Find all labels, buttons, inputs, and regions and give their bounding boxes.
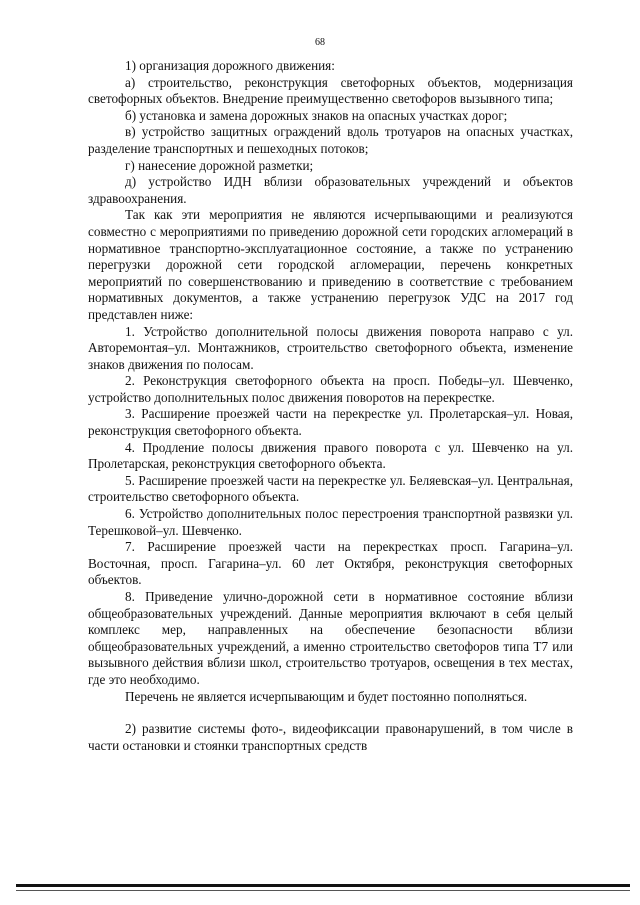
page-bottom-rule-thin <box>16 890 630 891</box>
measure-item-8: 8. Приведение улично-дорожной сети в нормативное состояние вблизи общеобразовательных учреждений. Данные мероприятия включают в себя целый комплекс мер, направленных на обеспечение безопасности вблизи общеобразовательных учреждений, а именно строительство светофоров типа Т7 или вызывного действия вблизи школ, строительство тротуаров, освещения в тех местах, где это необходимо. <box>88 589 573 687</box>
measure-item-4: 4. Продление полосы движения правого поворота с ул. Шевченко на ул. Пролетарская, реконструкция светофорного объекта. <box>88 439 573 472</box>
list-item-b: б) установка и замена дорожных знаков на опасных участках дорог; <box>125 107 508 123</box>
section-heading-2: 2) развитие системы фото-, видеофиксации правонарушений, в том числе в части остановки и стоянки транспортных средств <box>88 721 573 753</box>
list-item-v: в) устройство защитных ограждений вдоль тротуаров на опасных участках, разделение транспортных и пешеходных потоков; <box>88 124 573 156</box>
measure-item-7: 7. Расширение проезжей части на перекрестках просп. Гагарина–ул. Восточная, просп. Гагарина–ул. 60 лет Октября, реконструкция светофорных объектов. <box>88 539 573 588</box>
page-number: 68 <box>315 37 325 48</box>
list-item-g: г) нанесение дорожной разметки; <box>125 157 314 173</box>
measure-item-3: 3. Расширение проезжей части на перекрестке ул. Пролетарская–ул. Новая, реконструкция светофорного объекта. <box>88 406 573 439</box>
list-item-a: а) строительство, реконструкция светофорных объектов, модернизация светофорных объектов. Внедрение преимущественно светофоров вызывного типа; <box>88 74 573 107</box>
measure-item-1: 1. Устройство дополнительной полосы движения поворота направо с ул. Авторемонтая–ул. Монтажников, строительство светофорного объекта, изменение знаков движения по полосам. <box>88 323 573 372</box>
measure-item-6: 6. Устройство дополнительных полос перестроения транспортной развязки ул. Терешковой–ул. Шевченко. <box>88 506 573 538</box>
intro-paragraph: Так как эти мероприятия не являются исчерпывающими и реализуются совместно с мероприятиями по приведению дорожной сети городских агломераций в нормативное транспортно-эксплуатационное состояние, а также по устранению перегрузки дорожной сети городской агломерации, перечень конкретных мероприятий по совершенствованию и приведению в соответствие с требованием нормативных документов, а также устранению перегрузок УДС на 2017 год представлен ниже: <box>88 207 573 322</box>
page-bottom-rule <box>16 884 630 887</box>
closing-note: Перечень не является исчерпывающим и будет постоянно пополняться. <box>125 688 528 704</box>
measure-item-5: 5. Расширение проезжей части на перекрестке ул. Беляевская–ул. Центральная, строительство светофорного объекта. <box>88 472 573 505</box>
document-body <box>88 58 573 754</box>
section-heading-1: 1) организация дорожного движения: <box>125 58 335 73</box>
measure-item-2: 2. Реконструкция светофорного объекта на просп. Победы–ул. Шевченко, устройство дополнительных полос движения поворотов на перекрестке. <box>88 373 573 405</box>
list-item-d: д) устройство ИДН вблизи образовательных учреждений и объектов здравоохранения. <box>88 174 573 206</box>
